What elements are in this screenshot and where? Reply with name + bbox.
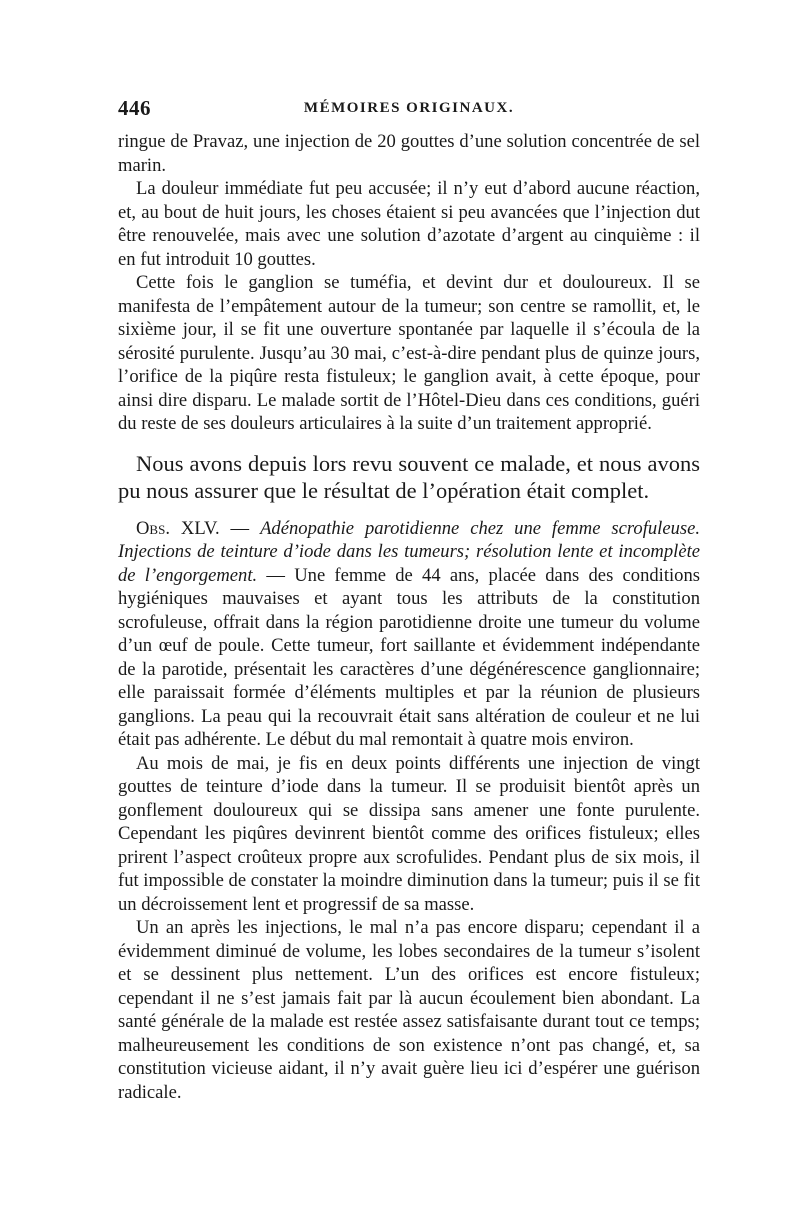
paragraph: Au mois de mai, je fis en deux points différents une injection de vingt gouttes de teinture d’iode dans la tumeur. Il se produisit bientôt après un gonflement douloureux qui se dissipa sans amener une fonte purulente. Cependant les piqûres devinrent bientôt comme des orifices fistuleux; elles prirent l’aspect croûteux propre aux scrofulides. Pendant plus de six mois, il fut impossible de constater la moindre diminution dans la tumeur; puis il se fit un décroissement lent et progressif de sa masse. <box>118 752 700 915</box>
page-header <box>118 96 700 126</box>
paragraph: Cette fois le ganglion se tuméfia, et devint dur et douloureux. Il se manifesta de l’empâtement autour de la tumeur; son centre se ramollit, et, le sixième jour, il se fit une ouverture spontanée par laquelle il s’écoula de la sérosité purulente. Jusqu’au 30 mai, c’est-à-dire pendant plus de quinze jours, l’orifice de la piqûre resta fistuleux; le ganglion avait, à cette époque, pour ainsi dire disparu. Le malade sortit de l’Hôtel-Dieu dans ces conditions, guéri du reste de ses douleurs articulaires à la suite d’un traitement approprié. <box>118 272 700 434</box>
observation-paragraph <box>118 517 700 752</box>
page-number: 446 <box>118 96 151 120</box>
observation-label: Obs. XLV. — <box>136 517 261 539</box>
body-text <box>118 130 700 1104</box>
paragraph-continuation: ringue de Pravaz, une injection de 20 gouttes d’une solution concentrée de sel marin. <box>118 131 700 176</box>
paragraph-large: Nous avons depuis lors revu souvent ce malade, et nous avons pu nous assurer que le résultat de l’opération était complet. <box>118 450 700 503</box>
paragraph: La douleur immédiate fut peu accusée; il n’y eut d’abord aucune réaction, et, au bout de huit jours, les choses étaient si peu avancées que l’injection dut être renouvelée, mais avec une solution d’azotate d’argent au cinquième : il en fut introduit 10 gouttes. <box>118 178 700 270</box>
observation-text: — Une femme de 44 ans, placée dans des conditions hygiéniques mauvaises et ayant tous les attributs de la constitution scrofuleuse, offrait dans la région parotidienne droite une tumeur du volume d’un œuf de poule. Cette tumeur, fort saillante et évidemment indépendante de la parotide, présentait les caractères d’une dégénérescence ganglionnaire; elle paraissait formée d’éléments multiples et par la réunion de plusieurs ganglions. La peau qui la recouvrait était sans altération de couleur et ne lui était pas adhérente. Le début du mal remontait à quatre mois environ. <box>118 564 700 750</box>
observation-title: Adénopathie parotidienne chez une femme scrofuleuse. Injections de teinture d’iode dans les tumeurs; résolution lente et incomplète de l’engorgement. <box>118 517 701 586</box>
paragraph: Un an après les injections, le mal n’a pas encore disparu; cependant il a évidemment diminué de volume, les lobes secondaires de la tumeur s’isolent et se dessinent plus nettement. L’un des orifices est encore fistuleux; cependant il ne s’est jamais fait par là aucun écoulement bien abondant. La santé générale de la malade est restée assez satisfaisante durant tout ce temps; malheureusement les conditions de son existence n’ont pas changé, et, sa constitution vicieuse aidant, il n’y avait guère lieu ici d’espérer une guérison radicale. <box>118 917 700 1103</box>
running-title: MÉMOIRES ORIGINAUX. <box>303 100 515 116</box>
